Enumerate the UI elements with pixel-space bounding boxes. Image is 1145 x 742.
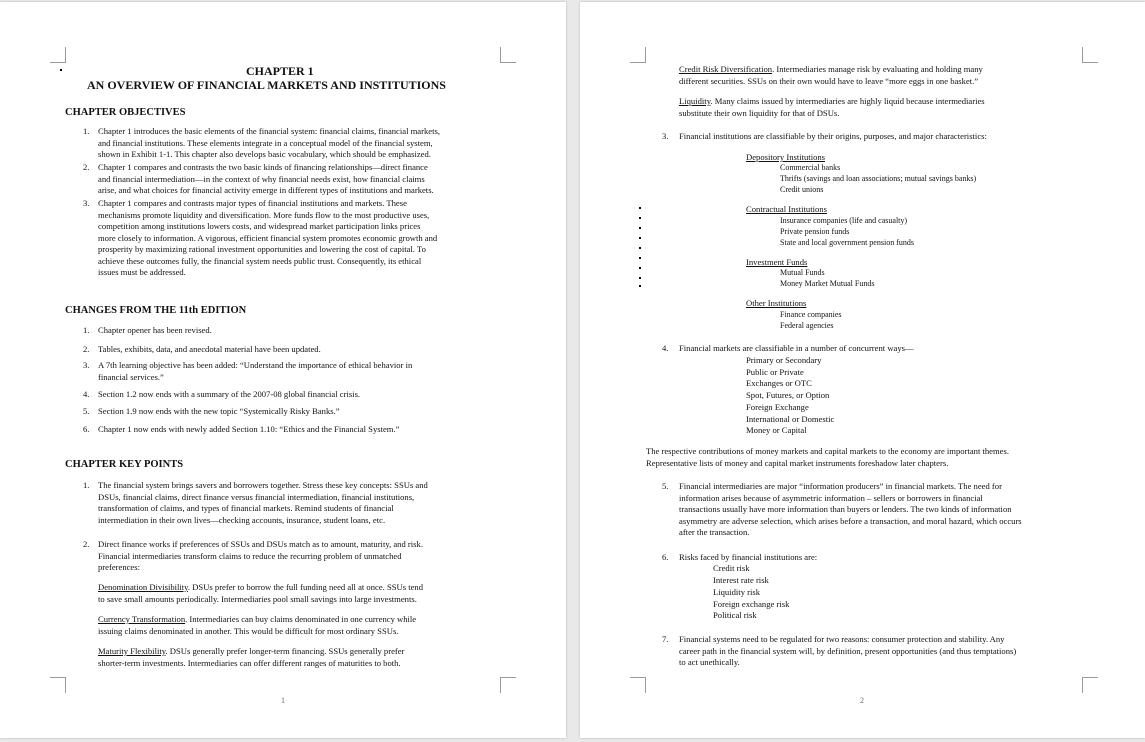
document-page-1	[0, 2, 566, 738]
change-3-line-1: A 7th learning objective has been added: “Understand the importance of ethical behavior in	[98, 360, 413, 370]
objective-1-line-2: and financial institutions. These elements integrate in a conceptual model of the financial system,	[98, 138, 433, 148]
point-3-text: Financial institutions are classifiable by their origins, purposes, and major characteristics:	[679, 131, 987, 141]
maturity-line-1: Maturity Flexibility. DSUs generally prefer longer-term financing. SSUs generally prefer	[98, 646, 405, 656]
margin-corner	[50, 677, 66, 693]
institution-item: Insurance companies (life and casualty)	[780, 216, 908, 225]
market-item: Spot, Futures, or Option	[746, 390, 830, 400]
list-number: 2.	[83, 539, 90, 549]
change-5: Section 1.9 now ends with the new topic “Systemically Risky Banks.”	[98, 406, 340, 416]
market-item: Money or Capital	[746, 425, 807, 435]
page-number: 2	[860, 696, 864, 705]
margin-corner	[1082, 677, 1098, 693]
group-investment-funds: Investment Funds	[746, 257, 808, 267]
paragraph-mark-bullet	[639, 237, 641, 239]
list-number: 4.	[83, 389, 90, 399]
keypoint-1-line-4: intermediation in their own lives—checking accounts, insurance, student loans, etc.	[98, 515, 386, 525]
denomination-line-2: to save small amounts periodically. Intermediaries pool small savings into large investments.	[98, 594, 417, 604]
objective-2-line-2: and financial intermediation—in the context of why financial needs exist, how financial claims	[98, 174, 425, 184]
list-number: 2.	[83, 162, 90, 172]
group-other: Other Institutions	[746, 298, 807, 308]
list-number: 6.	[662, 552, 669, 562]
point-5-line-2: information arises because of asymmetric information – sellers or borrowers in financial	[679, 493, 983, 503]
point-5-line-4: asymmetry are adverse selection, which arises before a transaction, and moral hazard, which occurs	[679, 516, 1022, 526]
objective-3-line-2: mechanisms promote liquidity and diversification. More funds flow to the most productive uses,	[98, 210, 430, 220]
market-item: International or Domestic	[746, 414, 835, 424]
paragraph-mark-bullet	[639, 207, 641, 209]
list-number: 5.	[662, 481, 669, 491]
market-item: Foreign Exchange	[746, 402, 809, 412]
institution-item: Thrifts (savings and loan associations; mutual savings banks)	[780, 174, 977, 183]
point-5-line-3: transactions usually have more information than buyers or lenders. The two kinds of information	[679, 504, 1012, 514]
change-4: Section 1.2 now ends with a summary of the 2007-08 global financial crisis.	[98, 389, 361, 399]
page-number: 1	[281, 696, 285, 705]
objective-2-line-1: Chapter 1 compares and contrasts the two basic kinds of financing relationships—direct finance	[98, 162, 428, 172]
objective-3-line-3: competition among institutions lowers costs, and widespread market participation links prices	[98, 221, 421, 231]
keypoint-2-line-3: preferences:	[98, 562, 140, 572]
contributions-line-2: Representative lists of money and capital market instruments foreshadow later chapters.	[646, 458, 949, 468]
maturity-title: Maturity Flexibility	[98, 646, 166, 656]
objective-3-line-5: prosperity by maximizing rational investment opportunities and lowering the cost of capital. To	[98, 244, 426, 254]
keypoint-2-line-1: Direct finance works if preferences of SSUs and DSUs match as to amount, maturity, and risk.	[98, 539, 423, 549]
institution-item: Federal agencies	[780, 321, 834, 330]
institution-item: State and local government pension funds	[780, 238, 914, 247]
keypoint-1-line-1: The financial system brings savers and borrowers together. Stress these key concepts: SSUs and	[98, 480, 428, 490]
denomination-title: Denomination Divisibility	[98, 582, 188, 592]
changes-heading: CHANGES FROM THE 11th EDITION	[65, 305, 247, 316]
credit-risk-line-2: different securities. SSUs on their own would have to leave “more eggs in one basket.”	[679, 76, 979, 86]
list-number: 4.	[662, 343, 669, 353]
objectives-heading: CHAPTER OBJECTIVES	[65, 107, 186, 118]
chapter-heading: CHAPTER 1	[246, 64, 314, 78]
paragraph-mark-bullet	[639, 227, 641, 229]
margin-corner	[630, 677, 646, 693]
keypoint-1-line-3: transformation of claims, and types of financial markets. Remind students of financial	[98, 503, 394, 513]
list-number: 7.	[662, 634, 669, 644]
risk-item: Liquidity risk	[713, 587, 761, 597]
market-item: Primary or Secondary	[746, 355, 822, 365]
risk-item: Foreign exchange risk	[713, 599, 790, 609]
institution-item: Mutual Funds	[780, 268, 825, 277]
paragraph-mark-bullet	[639, 277, 641, 279]
list-number: 3.	[83, 198, 90, 208]
market-item: Exchanges or OTC	[746, 378, 812, 388]
margin-corner	[1082, 47, 1098, 63]
objective-3-line-6: achieve these outcomes fully, the financial system needs public trust. Consequently, its ethical	[98, 256, 422, 266]
currency-line-1: Currency Transformation. Intermediaries can buy claims denominated in one currency while	[98, 614, 417, 624]
credit-risk-line-1: Credit Risk Diversification. Intermediaries manage risk by evaluating and holding many	[679, 64, 983, 74]
point-4-text: Financial markets are classifiable in a number of concurrent ways—	[679, 343, 914, 353]
currency-title: Currency Transformation	[98, 614, 186, 624]
liquidity-line-2: substitute their own liquidity for that of DSUs.	[679, 108, 840, 118]
list-number: 5.	[83, 406, 90, 416]
credit-risk-title: Credit Risk Diversification	[679, 64, 773, 74]
margin-corner	[500, 47, 516, 63]
institution-item: Credit unions	[780, 185, 824, 194]
objective-1-line-1: Chapter 1 introduces the basic elements of the financial system: financial claims, financial markets,	[98, 126, 440, 136]
point-5-line-5: after the transaction.	[679, 527, 750, 537]
risk-item: Political risk	[713, 610, 757, 620]
list-number: 1.	[83, 325, 90, 335]
paragraph-mark-bullet	[639, 247, 641, 249]
liquidity-title: Liquidity	[679, 96, 711, 106]
point-7-line-3: to act unethically.	[679, 657, 740, 667]
maturity-line-2: shorter-term investments. Intermediaries can offer different ranges of maturities to both.	[98, 658, 401, 668]
currency-line-2: issuing claims denominated in another. This would be difficult for most ordinary SSUs.	[98, 626, 399, 636]
objective-2-line-3: arise, and what choices for financial activity emerge in different types of institutions and markets.	[98, 185, 434, 195]
institution-item: Finance companies	[780, 310, 842, 319]
list-number: 1.	[83, 480, 90, 490]
list-number: 6.	[83, 424, 90, 434]
group-contractual: Contractual Institutions	[746, 204, 827, 214]
risk-item: Interest rate risk	[713, 575, 769, 585]
keypoint-2-line-2: Financial intermediaries transform claims to reduce the recurring problem of unmatched	[98, 551, 402, 561]
objective-3-line-7: issues must be addressed.	[98, 267, 186, 277]
point-7-line-2: career path in the financial system will, by definition, present opportunities (and thus temptations)	[679, 646, 1017, 656]
objective-3-line-1: Chapter 1 compares and contrasts major types of financial institutions and markets. These	[98, 198, 407, 208]
institution-item: Private pension funds	[780, 227, 850, 236]
list-number: 2.	[83, 344, 90, 354]
list-number: 3.	[83, 360, 90, 370]
change-3-line-2: financial services.”	[98, 372, 164, 382]
paragraph-mark-bullet	[60, 69, 62, 71]
paragraph-mark-bullet	[639, 285, 641, 287]
paragraph-mark-bullet	[639, 267, 641, 269]
point-5-line-1: Financial intermediaries are major “information producers” in financial markets. The need for	[679, 481, 1002, 491]
document-page-2	[580, 2, 1145, 738]
list-number: 3.	[662, 131, 669, 141]
keypoint-1-line-2: DSUs, financial claims, direct finance versus financial intermediation, financial institutions,	[98, 492, 415, 502]
margin-corner	[630, 47, 646, 63]
paragraph-mark-bullet	[639, 217, 641, 219]
change-6: Chapter 1 now ends with newly added Section 1.10: “Ethics and the Financial System.”	[98, 424, 400, 434]
margin-corner	[50, 47, 66, 63]
objective-3-line-4: more closely to information. A vigorous, efficient financial system promotes economic growth and	[98, 233, 438, 243]
institution-item: Money Market Mutual Funds	[780, 279, 875, 288]
chapter-title: AN OVERVIEW OF FINANCIAL MARKETS AND INSTITUTIONS	[87, 78, 446, 92]
institution-item: Commercial banks	[780, 163, 841, 172]
point-7-line-1: Financial systems need to be regulated for two reasons: consumer protection and stability. Any	[679, 634, 1005, 644]
contributions-line-1: The respective contributions of money markets and capital markets to the economy are important themes.	[646, 446, 1009, 456]
point-6-text: Risks faced by financial institutions are:	[679, 552, 818, 562]
change-2: Tables, exhibits, data, and anecdotal material have been updated.	[98, 344, 321, 354]
paragraph-mark-bullet	[639, 257, 641, 259]
objective-1-line-3: shown in Exhibit 1-1. This chapter also develops basic vocabulary, which should be emphasized.	[98, 149, 431, 159]
group-depository: Depository Institutions	[746, 152, 826, 162]
keypoints-heading: CHAPTER KEY POINTS	[65, 459, 184, 470]
list-number: 1.	[83, 126, 90, 136]
market-item: Public or Private	[746, 367, 804, 377]
margin-corner	[500, 677, 516, 693]
risk-item: Credit risk	[713, 563, 750, 573]
change-1: Chapter opener has been revised.	[98, 325, 212, 335]
denomination-line-1: Denomination Divisibility. DSUs prefer to borrow the full funding need all at once. SSUs tend	[98, 582, 424, 592]
liquidity-line-1: Liquidity. Many claims issued by intermediaries are highly liquid because intermediaries	[679, 96, 985, 106]
